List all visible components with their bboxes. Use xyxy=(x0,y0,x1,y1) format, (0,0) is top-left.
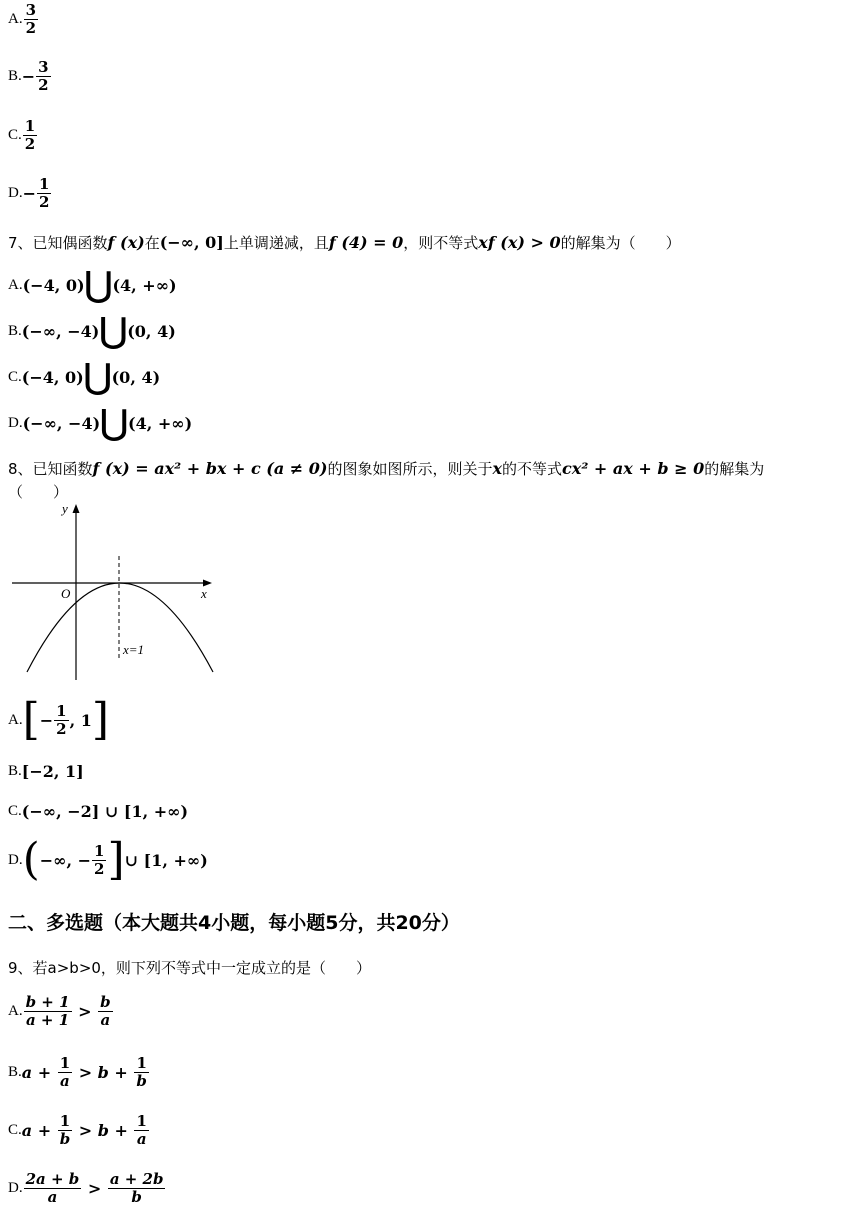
operator: > b + xyxy=(73,1121,134,1140)
denominator: a + 1 xyxy=(25,1011,70,1029)
q8-mid2: 的不等式 xyxy=(502,460,563,478)
interval-right: (4, +∞) xyxy=(128,413,193,433)
interval-rest: ∪ [1, +∞) xyxy=(124,850,208,870)
operator: > xyxy=(72,1002,98,1021)
fraction xyxy=(92,843,106,878)
q7-stem xyxy=(8,232,681,253)
q8-option-d[interactable] xyxy=(8,834,208,885)
q7-suffix: 的解集为（ ） xyxy=(560,234,681,252)
denominator: a xyxy=(136,1130,147,1148)
numerator: 1 xyxy=(136,1112,147,1130)
q9-option-a[interactable] xyxy=(8,994,114,1029)
q6-option-c[interactable] xyxy=(8,118,38,153)
fraction xyxy=(23,118,37,153)
q6-option-d[interactable] xyxy=(8,176,52,211)
option-label: A. xyxy=(8,276,23,293)
parabola-graph xyxy=(0,498,230,688)
y-axis-label: y xyxy=(62,501,68,516)
q6-option-a[interactable] xyxy=(8,2,39,37)
minus-sign: − xyxy=(39,710,54,730)
expr-pre: a + xyxy=(21,1063,57,1082)
option-label: A. xyxy=(8,711,23,728)
q8-prefix: 8、已知函数 xyxy=(8,460,93,478)
q6-option-b[interactable] xyxy=(8,59,52,94)
expr-pre: a + xyxy=(21,1121,57,1140)
option-label: B. xyxy=(8,763,22,779)
q8-option-a[interactable] xyxy=(8,694,110,745)
numerator: 2a + b xyxy=(25,1170,80,1188)
section-title: 二、多选题（本大题共4小题，每小题5分，共20分） xyxy=(8,912,460,934)
fraction xyxy=(54,703,68,738)
denominator: 2 xyxy=(24,135,36,153)
q7-inequality: xf (x) > 0 xyxy=(478,233,561,252)
numerator: a + 2b xyxy=(109,1170,164,1188)
numerator: 1 xyxy=(56,701,67,720)
denominator: 2 xyxy=(39,193,50,211)
option-label: C. xyxy=(8,368,22,385)
numerator: 1 xyxy=(59,1054,71,1072)
interval-left: (−∞, −4) xyxy=(21,321,100,341)
denominator: a xyxy=(47,1188,58,1206)
fraction-right xyxy=(108,1171,166,1206)
fraction-right xyxy=(134,1113,148,1148)
denominator: 2 xyxy=(94,859,105,878)
denominator: 2 xyxy=(25,19,37,37)
denominator: 2 xyxy=(38,76,49,94)
option-label: A. xyxy=(8,11,23,27)
q9-option-c[interactable] xyxy=(8,1113,150,1148)
union-symbol: ⋃ xyxy=(84,265,113,305)
numerator: b + 1 xyxy=(25,993,70,1011)
fraction xyxy=(36,59,50,94)
q8-stem xyxy=(8,458,764,479)
interval-rest: , 1 xyxy=(69,710,92,730)
origin-label: O xyxy=(61,586,71,601)
open-paren: ( xyxy=(22,834,40,885)
q7-option-b[interactable] xyxy=(8,311,176,351)
option-label: C. xyxy=(8,803,22,819)
q7-prefix: 7、已知偶函数 xyxy=(8,234,108,252)
interval-right: (0, 4) xyxy=(111,367,161,387)
fraction-left xyxy=(58,1113,73,1148)
interval-pre: −∞, − xyxy=(39,850,92,870)
q7-in: 在 xyxy=(144,234,160,252)
numerator: 3 xyxy=(25,1,37,19)
q7-mid: 上单调递减，且 xyxy=(223,234,329,252)
numerator: 3 xyxy=(38,58,49,76)
denominator: b xyxy=(131,1188,142,1206)
interval-left: (−∞, −4) xyxy=(22,413,101,433)
denominator: 2 xyxy=(56,719,67,738)
q8-inequality: cx² + ax + b ≥ 0 xyxy=(562,459,705,478)
denominator: b xyxy=(136,1072,147,1090)
numerator: 1 xyxy=(24,117,36,135)
y-axis-arrow xyxy=(73,504,80,513)
interval: (−∞, −2] ∪ [1, +∞) xyxy=(21,802,189,821)
fraction-right xyxy=(134,1055,149,1090)
numerator: 1 xyxy=(136,1054,147,1072)
q7-option-a[interactable] xyxy=(8,265,177,305)
option-label: B. xyxy=(8,322,22,339)
interval-right: (0, 4) xyxy=(127,321,176,341)
fraction-left xyxy=(24,1171,82,1206)
q8-option-c[interactable] xyxy=(8,802,188,821)
q9-stem: 9、若a>b>0，则下列不等式中一定成立的是（ ） xyxy=(8,959,371,977)
numerator: 1 xyxy=(39,175,50,193)
option-label: A. xyxy=(8,1003,23,1019)
operator: > xyxy=(82,1179,107,1198)
minus-sign: − xyxy=(22,184,36,203)
q7-interval: (−∞, 0] xyxy=(159,233,224,252)
option-label: D. xyxy=(8,185,23,201)
q9-option-d[interactable] xyxy=(8,1171,166,1206)
minus-sign: − xyxy=(21,67,36,86)
option-label: D. xyxy=(8,851,23,868)
operator: > b + xyxy=(73,1063,134,1082)
union-symbol: ⋃ xyxy=(100,403,129,443)
option-label: C. xyxy=(8,127,22,143)
fraction xyxy=(24,2,38,37)
interval-left: (−4, 0) xyxy=(22,275,85,295)
option-label: D. xyxy=(8,1180,23,1196)
option-label: B. xyxy=(8,1064,22,1080)
close-bracket: ] xyxy=(91,694,110,745)
interval-left: (−4, 0) xyxy=(21,367,84,387)
denominator: a xyxy=(100,1011,111,1029)
numerator: 1 xyxy=(94,841,105,860)
q7-option-d[interactable] xyxy=(8,403,193,443)
q9-option-b[interactable] xyxy=(8,1055,150,1090)
denominator: b xyxy=(59,1130,71,1148)
option-label: B. xyxy=(8,68,22,84)
union-symbol: ⋃ xyxy=(83,357,112,397)
q8-function: f (x) = ax² + bx + c (a ≠ 0) xyxy=(92,459,328,478)
fraction xyxy=(37,176,51,211)
union-symbol: ⋃ xyxy=(99,311,128,351)
answer-paren: （ ） xyxy=(8,483,69,501)
q8-option-b[interactable] xyxy=(8,762,84,781)
close-bracket: ] xyxy=(107,834,125,885)
x-axis-label: x xyxy=(201,586,207,601)
option-label: D. xyxy=(8,414,23,431)
interval-right: (4, +∞) xyxy=(112,275,177,295)
q7-condition: f (4) = 0 xyxy=(328,233,404,252)
parabola-curve xyxy=(27,583,213,672)
open-bracket: [ xyxy=(22,694,40,745)
option-label: C. xyxy=(8,1122,22,1138)
fraction-left xyxy=(58,1055,72,1090)
q7-option-c[interactable] xyxy=(8,357,161,397)
interval: [−2, 1] xyxy=(21,762,84,781)
fraction-left xyxy=(24,994,72,1029)
symmetry-line-label: x=1 xyxy=(123,642,145,657)
q7-mid2: ，则不等式 xyxy=(403,234,479,252)
q8-mid: 的图象如图所示，则关于 xyxy=(327,460,493,478)
q8-variable: x xyxy=(492,459,503,478)
q7-function: f (x) xyxy=(107,233,145,252)
q8-suffix: 的解集为 xyxy=(704,460,765,478)
denominator: a xyxy=(60,1072,70,1090)
fraction-right xyxy=(98,994,113,1029)
numerator: b xyxy=(100,993,111,1011)
numerator: 1 xyxy=(59,1112,71,1130)
